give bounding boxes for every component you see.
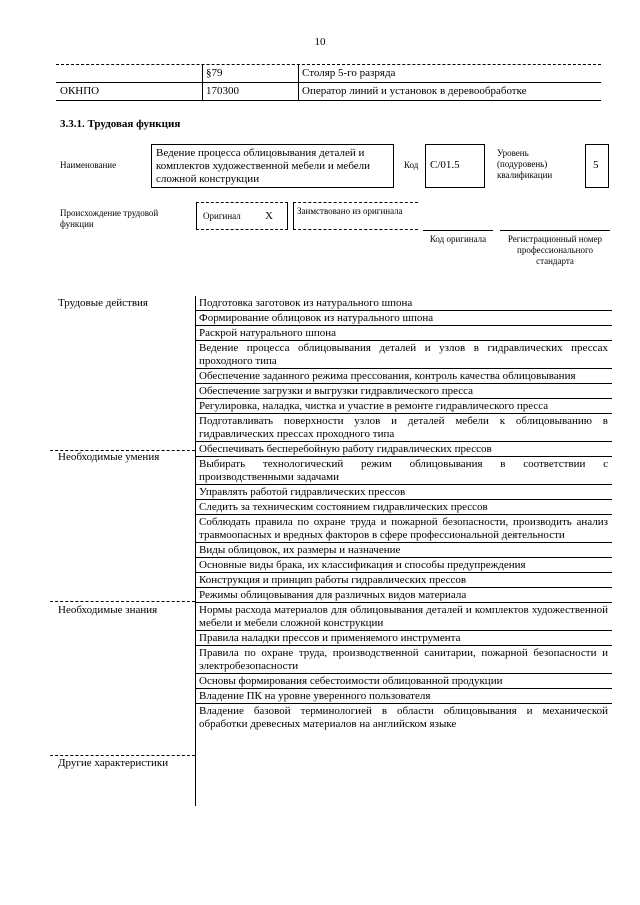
function-code-value: С/01.5 [425,144,485,188]
codes-row [56,83,601,101]
section-divider [50,755,195,756]
name-cell: Столяр 5-го разряда [302,67,396,79]
list-item: Выбирать технологический режим облицовывания в соответствии с производственными задачами [195,457,612,485]
list-item: Правила по охране труда, производственной санитарии, пожарной безопасности и электробезопасности [195,646,612,674]
list-item: Виды облицовок, их размеры и назначение [195,543,612,558]
section-label-knowledge: Необходимые знания [58,604,158,616]
level-value: 5 [585,144,609,188]
list-item: Основы формирования себестоимости облицованной продукции [195,674,612,689]
function-name-value: Ведение процесса облицовывания деталей и комплектов художественной мебели и мебели сложной конструкции [151,144,394,188]
borrowed-label: Заимствовано из оригинала [297,206,403,216]
reg-number-caption: Регистрационный номер профессионального стандарта [507,234,603,266]
list-item: Подготовка заготовок из натурального шпона [195,296,612,311]
codes-table [56,64,601,101]
list-item: Обеспечивать бесперебойную работу гидравлических прессов [195,442,612,457]
origin-label: Происхождение трудовой функции [60,208,159,229]
section-divider [50,601,195,602]
list-item: Владение базовой терминологией в области облицовывания и механической обработки древесных материалов на английском языке [199,705,608,730]
list-item: Управлять работой гидравлических прессов [195,485,612,500]
section-divider [50,450,195,451]
list-item: Конструкция и принцип работы гидравлических прессов [195,573,612,588]
borrowed-box [293,202,418,230]
list-item: Обеспечение заданного режима прессования, контроль качества облицовывания [195,369,612,384]
codes-row [56,64,601,83]
list-item: Ведение процесса облицовывания деталей и узлов в гидравлических прессах проходного типа [195,341,612,369]
items-column [195,296,612,731]
list-item: Следить за техническим состоянием гидравлических прессов [195,500,612,515]
original-code-line [423,230,493,231]
list-item: Нормы расхода материалов для облицовывания деталей и комплектов художественной мебели и мебели сложной конструкции [195,603,612,631]
reg-number-line [500,230,610,231]
list-item: Владение ПК на уровне уверенного пользователя [195,689,612,704]
original-mark: X [265,210,273,222]
level-label: Уровень (подуровень) квалификации [497,148,553,180]
code-cell: §79 [206,67,223,79]
original-code-caption: Код оригинала [429,234,487,244]
list-item: Раскрой натурального шпона [195,326,612,341]
section-title: 3.3.1. Трудовая функция [60,118,181,130]
code-cell: 170300 [206,85,239,97]
name-cell: Оператор линий и установок в деревообработке [302,85,527,97]
original-box [196,202,288,230]
list-item: Соблюдать правила по охране труда и пожарной безопасности, производить анализ травмоопасных и вредных факторов в сфере профессиональной деятельности [195,515,612,543]
list-item: Обеспечение загрузки и выгрузки гидравлического пресса [195,384,612,399]
original-label: Оригинал [203,211,241,221]
list-item: Режимы облицовывания для различных видов материала [195,588,612,603]
list-item: Основные виды брака, их классификация и способы предупреждения [195,558,612,573]
section-label-actions: Трудовые действия [58,297,148,309]
section-label-skills: Необходимые умения [58,451,160,463]
name-label: Наименование [60,160,117,170]
list-item: Правила наладки прессов и применяемого инструмента [195,631,612,646]
list-item: Подготавливать поверхности узлов и деталей мебели к облицовыванию в гидравлических прессах проходного типа [195,414,612,442]
list-item: Регулировка, наладка, чистка и участие в ремонте гидравлического пресса [195,399,612,414]
code-label: Код [404,160,419,170]
section-label-other: Другие характеристики [58,757,169,769]
list-item: Формирование облицовок из натурального шпона [195,311,612,326]
page-number: 10 [314,36,326,48]
classifier-cell: ОКНПО [60,85,100,97]
